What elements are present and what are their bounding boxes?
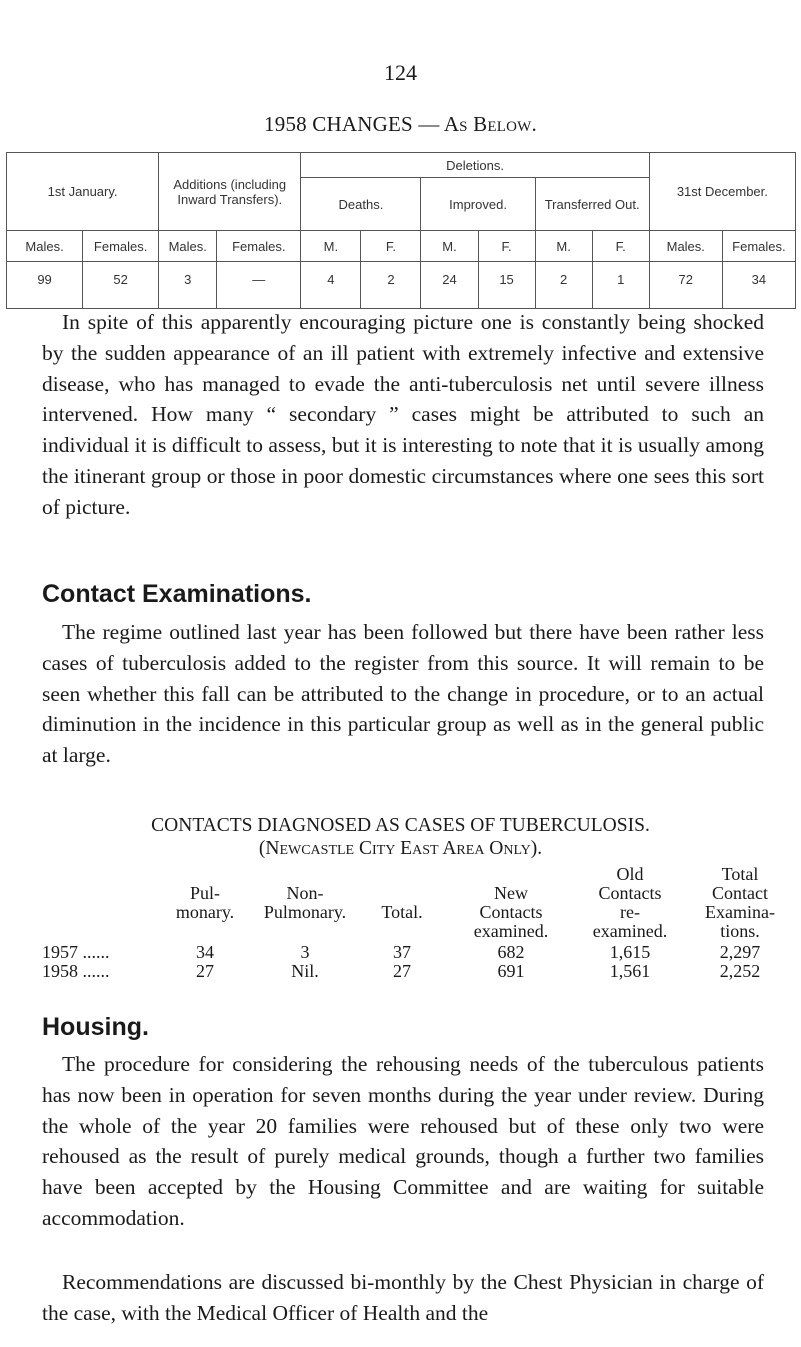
value-cell: 2 (535, 262, 592, 309)
subheader-cell: Males. (159, 231, 217, 262)
header-improved: Improved. (421, 178, 535, 231)
row-total-contact: 2,297 (719, 942, 761, 962)
value-cell: 99 (7, 262, 83, 309)
value-cell: 15 (478, 262, 535, 309)
col-total-header (362, 903, 442, 922)
value-cell: 2 (361, 262, 421, 309)
subheader-cell: M. (535, 231, 592, 262)
value-cell: 24 (421, 262, 478, 309)
col-non-pulmonary-header (250, 884, 360, 922)
changes-title-prefix: 1958 (264, 112, 313, 136)
changes-table-title (0, 112, 801, 137)
subheader-cell: M. (301, 231, 361, 262)
col-new-line: examined. (473, 921, 549, 941)
col-old-contacts-header (575, 865, 685, 941)
col-pulmonary-header (160, 884, 250, 922)
subheader-cell: Females. (722, 231, 795, 262)
col-total-contact-line: Contact (712, 883, 768, 903)
changes-title-main: CHANGES (312, 112, 413, 136)
col-total-line: Total. (381, 902, 423, 922)
value-cell: 4 (301, 262, 361, 309)
col-non-pulmonary-line: Pulmonary. (263, 902, 347, 922)
row-new-contacts: 691 (497, 961, 525, 981)
col-non-pulmonary-line: Non- (286, 883, 324, 903)
subheader-cell: F. (592, 231, 649, 262)
value-cell: 1 (592, 262, 649, 309)
paragraph-recommendations-text: Recommendations are discussed bi-monthly by the Chest Physician in charge of the case, with the Medical Officer of Health and the (42, 1270, 764, 1325)
col-total-contact-line: Examina- (705, 902, 775, 922)
changes-table (6, 152, 796, 309)
col-total-contact-line: tions. (720, 921, 760, 941)
changes-title-suffix: — As Below. (412, 112, 537, 136)
col-pulmonary-line: Pul- (189, 883, 220, 903)
paragraph-contact (42, 617, 764, 771)
row-old-contacts: 1,615 (609, 942, 651, 962)
row-total-contact: 2,252 (719, 961, 761, 981)
value-cell: 34 (722, 262, 795, 309)
value-cell: 52 (83, 262, 159, 309)
subheader-cell: Females. (83, 231, 159, 262)
heading-housing: Housing. (42, 1013, 149, 1041)
subheader-cell: Males. (7, 231, 83, 262)
contacts-table-subtitle: (Newcastle City East Area Only). (258, 838, 543, 859)
value-cell: 3 (159, 262, 217, 309)
subheader-cell: F. (478, 231, 535, 262)
col-total-contact-header (690, 865, 790, 941)
col-old-line: examined. (592, 921, 668, 941)
paragraph-recommendations (42, 1267, 764, 1329)
row-year: 1958 ...... (42, 961, 110, 981)
paragraph-housing (42, 1049, 764, 1234)
paragraph-picture (42, 307, 764, 523)
subheader-cell: Males. (649, 231, 722, 262)
col-old-line: Old (616, 864, 644, 884)
paragraph-picture-text: In spite of this apparently encouraging picture one is constantly being shocked by the sudden appearance of an ill patient with extremely infective and extensive disease, who has managed to evade the anti-tuberculosis net until severe illness intervened. How many “ secondary ” cases might be attributed to such an individual it is difficult to assess, but it is interesting to note that it is usually among the itinerant group or those in poor domestic circumstances where one sees this sort of picture. (42, 310, 764, 519)
heading-contact-examinations: Contact Examinations. (42, 580, 312, 608)
row-pulmonary: 27 (196, 961, 214, 981)
row-non-pulmonary: Nil. (291, 961, 319, 981)
page-number: 124 (384, 60, 417, 85)
subheader-cell: M. (421, 231, 478, 262)
col-total-contact-line: Total (721, 864, 759, 884)
paragraph-contact-text: The regime outlined last year has been followed but there have been rather less cases of tuberculosis added to the register from this source. It will remain to be seen whether this fall can be attributed to the change in procedure, or to an actual diminution in the incidence in this particular group as well as in the general public at large. (42, 620, 764, 768)
subheader-cell: Females. (217, 231, 301, 262)
header-31st-december: 31st December. (649, 153, 795, 231)
header-deaths: Deaths. (301, 178, 421, 231)
row-total: 37 (393, 942, 411, 962)
header-1st-january: 1st January. (7, 153, 159, 231)
header-deletions: Deletions. (301, 153, 649, 178)
value-cell: 72 (649, 262, 722, 309)
subheader-cell: F. (361, 231, 421, 262)
paragraph-housing-text: The procedure for considering the rehousing needs of the tuberculous patients has now been in operation for seven months during the year under review. During the whole of the year 20 families were rehoused but of these only two were rehoused as the result of purely medical grounds, though a further two families have been accepted by the Housing Committee and are waiting for suitable accommodation. (42, 1052, 764, 1230)
col-pulmonary-line: monary. (175, 902, 235, 922)
header-transferred-out: Transferred Out. (535, 178, 649, 231)
col-old-line: Contacts (598, 883, 662, 903)
value-cell: — (217, 262, 301, 309)
col-old-line: re- (620, 902, 640, 922)
row-old-contacts: 1,561 (609, 961, 651, 981)
row-non-pulmonary: 3 (300, 942, 310, 962)
row-total: 27 (393, 961, 411, 981)
col-new-line: New (494, 883, 528, 903)
contacts-table-title: CONTACTS DIAGNOSED AS CASES OF TUBERCULOSIS. (151, 815, 650, 836)
col-new-line: Contacts (479, 902, 543, 922)
row-pulmonary: 34 (196, 942, 214, 962)
row-year: 1957 ...... (42, 942, 110, 962)
col-new-contacts-header (456, 884, 566, 941)
header-additions: Additions (including Inward Transfers). (159, 153, 301, 231)
row-new-contacts: 682 (497, 942, 525, 962)
